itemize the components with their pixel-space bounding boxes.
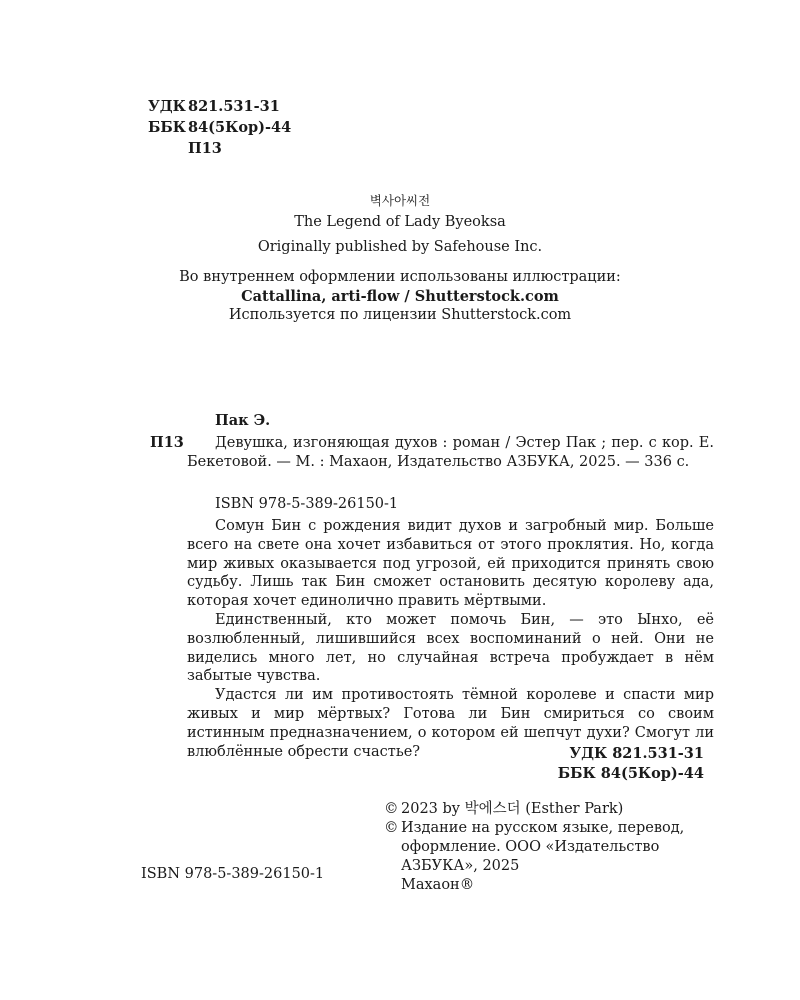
isbn-bottom: ISBN 978-5-389-26150-1 — [141, 866, 325, 882]
bbk-row — [148, 117, 291, 138]
illustrations-line-1: Во внутреннем оформлении использованы иллюстрации: — [179, 269, 621, 285]
original-publisher: Originally published by Safehouse Inc. — [257, 239, 543, 255]
udk-key: УДК — [148, 98, 186, 115]
copyright-line-2: Издание на русском языке, перевод, оформление. ООО «Издательство АЗБУКА», 2025 — [401, 820, 685, 874]
korean-title: 벽사아씨전 — [369, 193, 431, 208]
annotation-paragraph-3: Удастся ли им противостоять тёмной королеве и спасти мир живых и мир мёртвых? Готова ли Бин смириться со своим истинным предназначением, о котором ей шепчут духи? Смогут ли влюблённые обрести счастье? — [187, 687, 714, 760]
author-mark: П13 — [188, 140, 222, 157]
original-title: The Legend of Lady Byeoksa — [294, 214, 506, 230]
copyright-symbol: © — [384, 801, 399, 817]
copyright-line-3: Махаон® — [401, 877, 475, 893]
annotation-paragraph-1: Сомун Бин с рождения видит духов и загробный мир. Больше всего на свете она хочет избавиться от этого проклятия. Но, когда мир живых оказывается под угрозой, ей приходится принять свою судьбу. Лишь так Бин сможет остановить десятую королеву ада, которая хочет единолично править мёртвыми. — [187, 518, 714, 610]
copyright-item-1 — [384, 800, 714, 819]
copyright-item-3 — [384, 876, 714, 895]
illustrations-credit — [0, 268, 800, 325]
illustrations-line-3: Используется по лицензии Shutterstock.com — [228, 307, 572, 323]
bbk-value: 84(5Кор)-44 — [188, 119, 292, 136]
illustrations-line-2: Cattallina, arti-flow / Shutterstock.com — [241, 288, 559, 305]
author-name: Пак Э. — [215, 412, 271, 429]
udk-value: 821.531-31 — [188, 98, 280, 115]
annotation-paragraph-2: Единственный, кто может помочь Бин, — это Ынхо, её возлюбленный, лишившийся всех воспоминаний о ней. Они не виделись много лет, но случайная встреча пробуждает в нём забытые чувства. — [187, 611, 714, 685]
bbk-key: ББК — [148, 119, 186, 136]
bibliographic-description: Девушка, изгоняющая духов : роман / Эстер Пак ; пер. с кор. Е. Бекетовой. — М. : Махаон, Издательство АЗБУКА, 2025. — 336 с. — [187, 435, 714, 470]
bibliography-mark: П13 — [150, 434, 184, 451]
classification-block — [148, 96, 291, 159]
udk-row — [148, 96, 291, 117]
annotation — [187, 517, 714, 761]
copyright-item-2 — [384, 819, 714, 876]
copyright-line-1: 2023 by 박에스더 (Esther Park) — [401, 801, 624, 817]
copyright-symbol: © — [384, 820, 399, 836]
copyright-block — [384, 800, 714, 895]
classification-codes-right — [558, 744, 704, 784]
udk-code: УДК 821.531-31 — [569, 745, 704, 762]
isbn-main: ISBN 978-5-389-26150-1 — [215, 496, 399, 512]
bbk-code: ББК 84(5Кор)-44 — [557, 765, 704, 782]
